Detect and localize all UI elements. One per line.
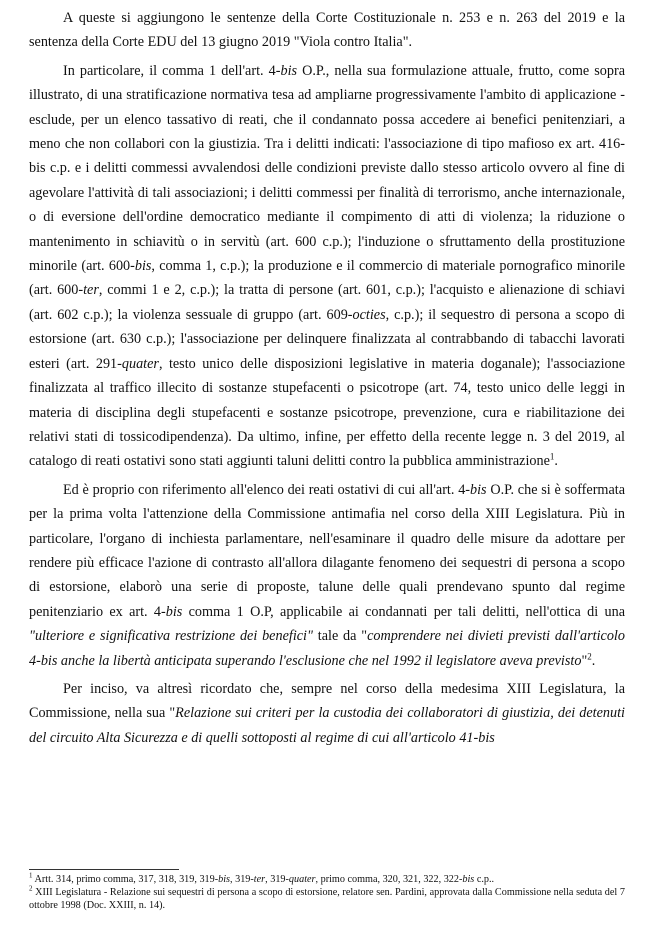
italic-text: quater <box>288 874 316 885</box>
text-run: O.P. che si è soffermata per la prima volta l'attenzione della Commissione antimafia nel corso della XIII Legislatura. Più in particolare, l'organo di inchiesta parlamentare, nell'esaminare il quadro delle misure da adottare per rendere più efficace l'azione di contrasto all'allora dilagante fenomeno dei sequestri di persona a scopo di estorsione, elaborò una serie di proposte, talune delle quali prendevano spunto dal regime penitenziario ex art. 4- <box>29 481 625 620</box>
italic-text: quater <box>121 355 159 372</box>
text-run: , 319- <box>265 874 289 885</box>
text-run: O.P., nella sua formulazione attuale, frutto, come sopra illustrato, di una stratificazione normativa tesa ad ampliarne progressivamente l'ambito di applicazione - esclude, per un elenco tassativo di reati, che il condannato possa accedere ai benefici penitenziari, a meno che non collabori con la giustizia. Tra i delitti indicati: l'associazione di tipo mafioso ex art. 416-bis c.p. e i delitti commessi avvalendosi delle condizioni previste dallo stesso articolo ovvero al fine di agevolare l'attività di tali associazioni; i delitti commessi per finalità di terrorismo, anche internazionale, o di eversione dell'ordine democratico mediante il compimento di atti di violenza; la riduzione o mantenimento in schiavitù o in servitù (art. 600 c.p.); l'induzione o sfruttamento della prostituzione minorile (art. 600- <box>29 62 625 275</box>
text-run: . <box>554 453 558 470</box>
text-run: In particolare, il comma 1 dell'art. 4- <box>63 62 281 79</box>
text-run: comma 1 O.P, applicabile ai condannati per tali delitti, nell'ottica di una <box>182 603 625 620</box>
italic-text: bis <box>218 874 231 885</box>
italic-text: bis <box>165 603 183 620</box>
paragraph-per-inciso <box>29 677 625 750</box>
text-run: Ed è proprio con riferimento all'elenco dei reati ostativi di cui all'art. 4- <box>63 481 471 498</box>
text-run: , 319- <box>230 874 254 885</box>
italic-text: ter <box>83 282 99 299</box>
text-run: Artt. 314, primo comma, 317, 318, 319, 319- <box>32 874 219 885</box>
italic-text: Relazione sui criteri per la custodia dei collaboratori di giustizia, dei detenuti del circuito Alta Sicurezza e di quelli sottoposti al regime di cui all'articolo 41-bis <box>29 705 625 746</box>
text-run: c.p.. <box>474 874 495 885</box>
text-run: , commi 1 e 2, c.p.); la tratta di persone (art. 601, c.p.); l'acquisto e alienazione di schiavi (art. 602 c.p.); la violenza sessuale di gruppo (art. 609- <box>29 282 625 323</box>
footnote-ref: 1 <box>549 451 555 462</box>
italic-text: bis <box>470 481 487 498</box>
text-run: Per inciso, va altresì ricordato che, sempre nel corso della medesima XIII Legislatura, la Commissione, nella sua " <box>29 680 625 722</box>
text-run: tale da " <box>312 628 368 645</box>
italic-text: bis <box>134 258 152 275</box>
footnote-2 <box>29 886 625 912</box>
italic-text: bis <box>462 874 475 885</box>
italic-text: octies <box>352 306 386 323</box>
footnote-ref: 1 <box>29 871 33 880</box>
text-run: , primo comma, 320, 321, 322, 322- <box>315 874 463 885</box>
footnote-ref: 2 <box>29 884 33 893</box>
document-body <box>29 0 625 750</box>
text-run: . <box>591 652 596 669</box>
text-run: , testo unico delle disposizioni legislative in materia doganale); l'associazione finalizzata al traffico illecito di sostanze stupefacenti o psicotrope (art. 74, testo unico delle leggi in materia di disciplina degli stupefacenti e sostanze psicotrope, prevenzione, cura e riabilitazione dei relativi stati di tossicodipendenza). Da ultimo, infine, per effetto della recente legge n. 3 del 2019, al catalogo di reati ostativi sono stati aggiunti taluni delitti contro la pubblica amministrazione <box>29 355 626 470</box>
text-run: , c.p.); il sequestro di persona a scopo di estorsione (art. 630 c.p.); l'associazione per delinquere finalizzata al contrabbando di tabacchi lavorati esteri (art. 291- <box>29 306 625 372</box>
paragraph-intro <box>29 6 625 55</box>
text-run: A queste si aggiungono le sentenze della Corte Costituzionale n. 253 e n. 263 del 2019 e la sentenza della Corte EDU del 13 giugno 2019 "Viola contro Italia". <box>29 10 625 51</box>
footnote-separator <box>29 869 179 870</box>
footnote-ref: 2 <box>587 650 592 661</box>
italic-text: ter <box>253 874 266 885</box>
italic-text: "ulteriore e significativa restrizione dei benefici" <box>29 628 313 645</box>
italic-text: bis <box>280 62 298 79</box>
text-run: , comma 1, c.p.); la produzione e il commercio di materiale pornografico minorile (art. 600- <box>29 258 625 299</box>
text-run: " <box>581 652 588 669</box>
footnotes <box>29 873 625 912</box>
text-run: XIII Legislatura - Relazione sui sequestri di persona a scopo di estorsione, relatore sen. Pardini, approvata dalla Commissione nella seduta del 7 ottobre 1998 (Doc. XXIII, n. 14). <box>29 887 625 911</box>
paragraph-art-4bis-reati <box>29 59 625 474</box>
italic-text: comprendere nei divieti previsti dall'articolo 4-bis anche la libertà anticipata superando l'esclusione che nel 1992 il legislatore aveva previsto <box>29 628 625 669</box>
footnote-1 <box>29 873 625 886</box>
paragraph-commissione-antimafia <box>29 478 625 673</box>
